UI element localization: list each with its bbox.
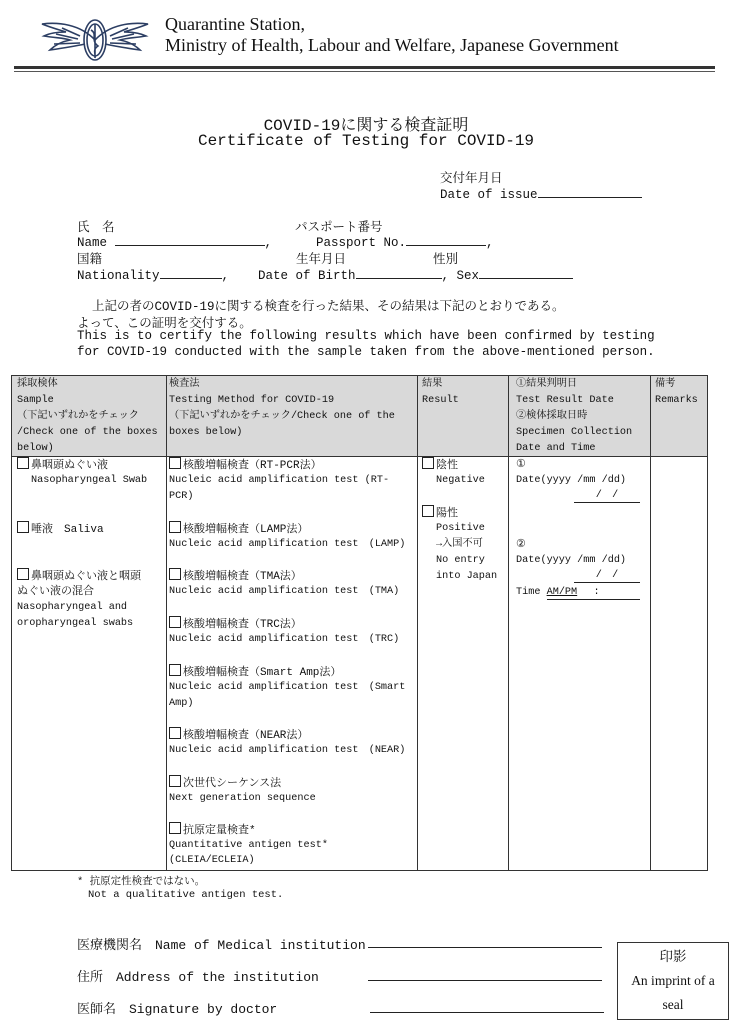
header-remarks-jp: 備考 bbox=[655, 379, 676, 390]
method-label-en: Nucleic acid amplification test (RT- bbox=[169, 475, 390, 486]
checkbox[interactable] bbox=[169, 775, 181, 787]
method-option-smart-amp[interactable]: 核酸増幅検査（Smart Amp法） bbox=[169, 664, 341, 681]
doctor-signature-field[interactable] bbox=[370, 1012, 604, 1013]
institution-address-field[interactable] bbox=[368, 980, 602, 981]
statement-en-line2: for COVID-19 conducted with the sample taken from the above-mentioned person. bbox=[77, 345, 655, 359]
checkbox[interactable] bbox=[422, 505, 434, 517]
checkbox[interactable] bbox=[169, 727, 181, 739]
sample-label-en: Nasopharyngeal and bbox=[17, 602, 128, 613]
checkbox[interactable] bbox=[169, 664, 181, 676]
sample-label-jp: ぬぐい液の混合 bbox=[17, 586, 94, 598]
header-method-note: （下記いずれかをチェック/Check one of the bbox=[169, 411, 395, 422]
statement-en-line1: This is to certify the following results which have been confirmed by testing bbox=[77, 329, 655, 343]
seal-label-en: seal bbox=[662, 997, 684, 1012]
nationality-field[interactable] bbox=[160, 266, 222, 279]
test-result-date-field[interactable]: / / bbox=[574, 488, 640, 504]
dob-label: Date of Birth , Sex bbox=[258, 266, 573, 283]
quarantine-winged-emblem-icon bbox=[40, 14, 150, 66]
method-option-next-gen-sequence[interactable]: 次世代シーケンス法 bbox=[169, 775, 281, 792]
header-sample-note: below) bbox=[17, 443, 54, 454]
header-rule-thin bbox=[14, 71, 715, 72]
dob-label-jp: 生年月日 bbox=[296, 253, 347, 267]
sample-option-nasopharyngeal[interactable]: 鼻咽頭ぬぐい液 bbox=[17, 457, 108, 474]
statement-jp-line2: よって、この証明を交付する。 bbox=[77, 317, 252, 331]
result-positive-en: Positive bbox=[436, 523, 485, 534]
method-label-en: Nucleic acid amplification test (NEAR) bbox=[169, 745, 406, 756]
method-option-near[interactable]: 核酸増幅検査（NEAR法） bbox=[169, 727, 308, 744]
sample-option-saliva[interactable]: 唾液 Saliva bbox=[17, 521, 104, 538]
checkbox[interactable] bbox=[17, 568, 29, 580]
method-option-quantitative-antigen[interactable]: 抗原定量検査* bbox=[169, 822, 256, 839]
method-label-en: Quantitative antigen test* bbox=[169, 840, 328, 851]
header-sample-jp: 採取検体 bbox=[17, 379, 58, 390]
doctor-signature-label: 医師名 Signature by doctor bbox=[77, 1002, 278, 1017]
result-no-entry-jp: →入国不可 bbox=[436, 539, 483, 550]
test-result-date-marker: ① bbox=[516, 459, 526, 471]
column-divider bbox=[417, 376, 418, 870]
collection-date-label: Date(yyyy /mm /dd) bbox=[516, 555, 627, 566]
method-label-en: (CLEIA/ECLEIA) bbox=[169, 855, 255, 866]
result-no-entry-en: No entry bbox=[436, 555, 485, 566]
column-divider bbox=[166, 376, 167, 870]
header-remarks-en: Remarks bbox=[655, 395, 698, 406]
issue-date-field[interactable] bbox=[538, 185, 642, 198]
checkbox[interactable] bbox=[169, 568, 181, 580]
passport-field[interactable] bbox=[406, 233, 486, 246]
nationality-label: Nationality , bbox=[77, 266, 229, 283]
collection-time-row: Time AM/PM : bbox=[516, 585, 640, 601]
column-divider bbox=[508, 376, 509, 870]
footnote-en: Not a qualitative antigen test. bbox=[88, 889, 284, 901]
method-label-en: Next generation sequence bbox=[169, 793, 316, 804]
footnote-jp: * 抗原定性検査ではない。 bbox=[77, 876, 206, 888]
header-method-jp: 検査法 bbox=[169, 379, 200, 390]
header-method-en: Testing Method for COVID-19 bbox=[169, 395, 335, 406]
institution-address-label: 住所 Address of the institution bbox=[77, 970, 319, 985]
sex-label-jp: 性別 bbox=[433, 253, 459, 267]
title-english: Certificate of Testing for COVID-19 bbox=[197, 132, 535, 150]
issue-date-label-en: Date of issue bbox=[440, 185, 642, 202]
collection-date-field[interactable]: / / bbox=[574, 568, 640, 584]
method-label-en: PCR) bbox=[169, 491, 194, 502]
title-japanese: COVID-19に関する検査証明 bbox=[263, 117, 469, 135]
header-collection-en: Specimen Collection bbox=[516, 427, 633, 438]
checkbox[interactable] bbox=[169, 616, 181, 628]
passport-label: Passport No. , bbox=[316, 233, 494, 250]
header-collection-jp: ②検体採取日時 bbox=[516, 411, 588, 422]
checkbox[interactable] bbox=[17, 457, 29, 469]
checkbox[interactable] bbox=[169, 457, 181, 469]
name-field[interactable] bbox=[115, 233, 265, 246]
test-result-date-label: Date(yyyy /mm /dd) bbox=[516, 475, 627, 486]
method-option-rt-pcr[interactable]: 核酸増幅検査（RT-PCR法） bbox=[169, 457, 322, 474]
agency-name-line1: Quarantine Station, bbox=[165, 14, 305, 34]
certificate-table bbox=[11, 375, 708, 871]
method-option-tma[interactable]: 核酸増幅検査（TMA法） bbox=[169, 568, 302, 585]
dob-field[interactable] bbox=[356, 266, 442, 279]
method-label-en: Nucleic acid amplification test (TMA) bbox=[169, 586, 400, 597]
name-label-jp: 氏 名 bbox=[77, 221, 115, 235]
header-method-note: boxes below) bbox=[169, 427, 243, 438]
seal-imprint-box[interactable] bbox=[617, 942, 729, 1020]
header-rule bbox=[14, 66, 715, 69]
collection-date-marker: ② bbox=[516, 539, 526, 551]
statement-jp-line1: 上記の者のCOVID-19に関する検査を行った結果、その結果は下記のとおりである。 bbox=[92, 300, 565, 314]
sample-label-en: Nasopharyngeal Swab bbox=[31, 475, 148, 486]
sample-label-en: oropharyngeal swabs bbox=[17, 618, 134, 629]
checkbox[interactable] bbox=[422, 457, 434, 469]
seal-label-jp: 印影 bbox=[659, 949, 687, 964]
header-date-jp: ①結果判明日 bbox=[516, 379, 578, 390]
method-label-en: Nucleic acid amplification test (LAMP) bbox=[169, 539, 406, 550]
header-sample-note: （下記いずれかをチェック bbox=[17, 411, 139, 422]
header-collection-en: Date and Time bbox=[516, 443, 596, 454]
agency-name-line2: Ministry of Health, Labour and Welfare, Japanese Government bbox=[165, 35, 619, 55]
result-option-positive[interactable]: 陽性 bbox=[422, 505, 458, 522]
result-no-entry-en: into Japan bbox=[436, 571, 498, 582]
checkbox[interactable] bbox=[169, 822, 181, 834]
result-option-negative[interactable]: 陰性 bbox=[422, 457, 458, 474]
name-label: Name , bbox=[77, 233, 272, 250]
sex-field[interactable] bbox=[479, 266, 573, 279]
method-label-en: Nucleic acid amplification test (Smart bbox=[169, 682, 406, 693]
header-sample-en: Sample bbox=[17, 395, 54, 406]
issue-date-label-jp: 交付年月日 bbox=[440, 172, 503, 186]
institution-name-label: 医療機関名 Name of Medical institution bbox=[77, 938, 366, 953]
institution-name-field[interactable] bbox=[368, 947, 602, 948]
checkbox[interactable] bbox=[17, 521, 29, 533]
header-result-jp: 結果 bbox=[422, 379, 443, 390]
collection-time-field[interactable]: AM/PM : bbox=[547, 585, 640, 600]
result-negative-en: Negative bbox=[436, 475, 485, 486]
passport-label-jp: パスポート番号 bbox=[295, 221, 383, 235]
checkbox[interactable] bbox=[169, 521, 181, 533]
header-sample-note: /Check one of the boxes bbox=[17, 427, 158, 438]
header-result-en: Result bbox=[422, 395, 459, 406]
method-label-en: Nucleic acid amplification test (TRC) bbox=[169, 634, 400, 645]
sample-option-mixed-swabs[interactable]: 鼻咽頭ぬぐい液と咽頭 bbox=[17, 568, 141, 585]
method-label-en: Amp) bbox=[169, 698, 194, 709]
nationality-label-jp: 国籍 bbox=[77, 253, 103, 267]
column-divider bbox=[650, 376, 651, 870]
seal-label-en: An imprint of a bbox=[631, 973, 715, 988]
method-option-lamp[interactable]: 核酸増幅検査（LAMP法） bbox=[169, 521, 308, 538]
header-date-en: Test Result Date bbox=[516, 395, 614, 406]
method-option-trc[interactable]: 核酸増幅検査（TRC法） bbox=[169, 616, 302, 633]
